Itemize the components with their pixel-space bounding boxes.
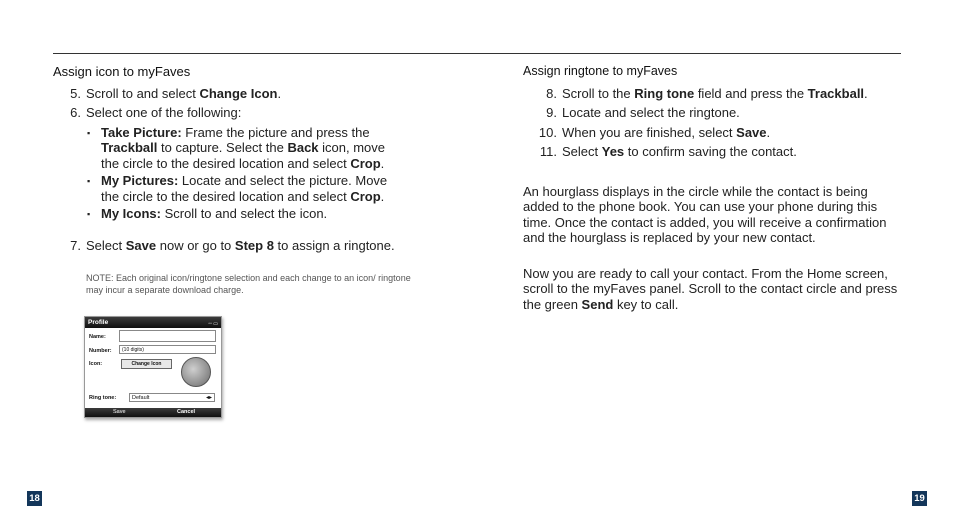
- phone-title: Profile: [88, 319, 109, 326]
- bullet-text: [101, 125, 401, 172]
- bold-term: Crop: [350, 155, 381, 171]
- bold-term: Trackball: [101, 140, 158, 155]
- text: to capture. Select the: [157, 140, 288, 155]
- bold-term: Crop: [350, 188, 381, 204]
- phone-screenshot: [84, 316, 222, 418]
- number-label: Number:: [89, 348, 112, 354]
- battery-icon: ▫▫ ▭: [208, 321, 218, 327]
- change-icon-button[interactable]: Change Icon: [121, 359, 172, 369]
- text: Scroll to the: [562, 85, 635, 101]
- text: Select: [86, 238, 126, 253]
- bold-term: Take Picture:: [101, 124, 182, 140]
- ringtone-value: Default: [132, 395, 150, 401]
- bullet-take-picture: [87, 125, 453, 172]
- bold-term: Step 8: [234, 238, 274, 253]
- text: key to call.: [613, 296, 679, 312]
- bold-term: Trackball: [807, 85, 865, 101]
- step-6: [53, 105, 453, 121]
- text: When you are finished, select: [562, 124, 737, 140]
- ready-to-call-paragraph: [523, 266, 903, 313]
- text: .: [277, 85, 282, 101]
- bullet-icon: ▪: [87, 127, 91, 138]
- bold-term: My Pictures:: [101, 173, 179, 188]
- text: .: [380, 188, 385, 204]
- save-softkey[interactable]: Save: [113, 409, 126, 415]
- bold-term: Save: [736, 124, 767, 140]
- bold-term: Change Icon: [199, 85, 278, 101]
- step-number: 9.: [546, 105, 557, 120]
- right-column: [523, 64, 908, 312]
- bold-term: My Icons:: [101, 206, 161, 221]
- step-text: Select one of the following:: [86, 105, 242, 120]
- step-number: 8.: [546, 85, 557, 101]
- ringtone-label: Ring tone:: [89, 395, 117, 401]
- step-number: 10.: [538, 124, 557, 140]
- step-text: [86, 238, 395, 254]
- phone-title-bar: [85, 317, 221, 328]
- bullet-text: [101, 206, 401, 222]
- step-8: [523, 86, 908, 102]
- text: icon, move the circle to the desired location and select: [101, 140, 386, 171]
- step-number: 6.: [70, 105, 81, 120]
- text: to confirm saving the contact.: [624, 144, 797, 159]
- bullet-icon: ▪: [87, 176, 91, 186]
- text: Select: [562, 144, 602, 159]
- ringtone-field[interactable]: [129, 393, 215, 402]
- text: .: [766, 124, 771, 140]
- text: to assign a ringtone.: [273, 238, 395, 253]
- page-number-right: 19: [912, 491, 927, 506]
- bullet-icon: ▪: [87, 209, 91, 219]
- name-field[interactable]: [119, 330, 216, 342]
- name-label: Name:: [89, 334, 106, 340]
- text: now or go to: [156, 238, 235, 253]
- cancel-softkey[interactable]: Cancel: [177, 409, 196, 415]
- left-column: [53, 64, 453, 296]
- step-number: 11.: [539, 144, 557, 159]
- text: field and press the: [694, 85, 808, 101]
- bullet-my-pictures: [87, 173, 453, 204]
- bullet-text: [101, 173, 401, 204]
- step-number: 5.: [70, 85, 81, 101]
- icon-label: Icon:: [89, 361, 103, 367]
- step-7: [53, 238, 453, 254]
- download-note: NOTE: Each original icon/ringtone selection and each change to an icon/ ringtone may incur a separate download charge.: [86, 272, 411, 295]
- bullet-my-icons: [87, 206, 453, 222]
- bold-term: Back: [287, 140, 319, 155]
- section-heading-ringtone: Assign ringtone to myFaves: [523, 64, 678, 78]
- text: Frame the picture and press the: [181, 124, 370, 140]
- step-9: [523, 105, 908, 121]
- step-text: [86, 86, 281, 102]
- step-text: Locate and select the ringtone.: [562, 105, 740, 120]
- softkey-bar: [85, 408, 221, 417]
- left-right-arrows-icon: ◂▸: [205, 395, 212, 401]
- text: Now you are ready to call your contact. From the Home screen, scroll to the myFaves panel. Scroll to the contact circle and press the green: [523, 265, 898, 312]
- step-5: [53, 86, 453, 102]
- hourglass-paragraph: An hourglass displays in the circle while the contact is being added to the phone book. You can use your phone during this time. Once the contact is added, you will receive a confirmation and the hourglass is replaced by your new contact.: [523, 183, 887, 245]
- text: .: [864, 85, 868, 101]
- step-text: [562, 86, 868, 102]
- step-11: [523, 144, 908, 160]
- number-field[interactable]: (10 digits): [119, 345, 216, 354]
- text: .: [380, 155, 385, 171]
- header-rule: [53, 53, 901, 54]
- step-10: [523, 125, 908, 141]
- bold-term: Send: [581, 296, 614, 312]
- bold-term: Yes: [601, 144, 625, 159]
- step-text: [562, 125, 770, 141]
- text: Scroll to and select: [86, 85, 200, 101]
- text: Scroll to and select the icon.: [160, 206, 328, 221]
- section-heading-icon: Assign icon to myFaves: [53, 64, 191, 79]
- text: Locate and select the picture. Move the circle to the desired location and select: [101, 173, 388, 204]
- page-number-left: 18: [27, 491, 42, 506]
- step-number: 7.: [70, 238, 81, 253]
- bold-term: Ring tone: [634, 85, 695, 101]
- contact-circle-icon: [181, 357, 211, 387]
- bold-term: Save: [125, 238, 157, 253]
- step-text: [562, 144, 797, 160]
